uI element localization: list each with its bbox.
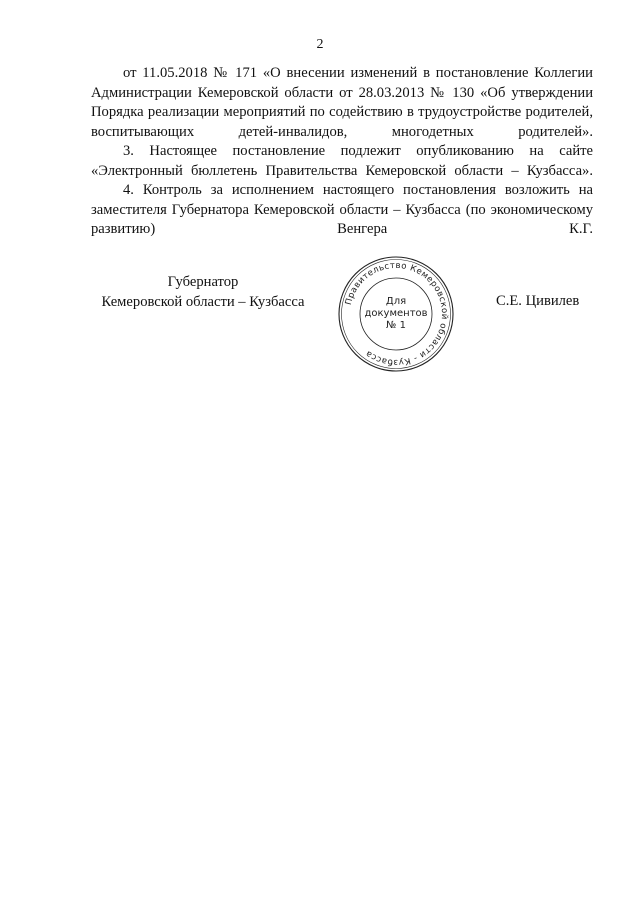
signatory-name: С.Е. Цивилев — [496, 293, 580, 309]
seal-center-line1: Для — [385, 296, 407, 307]
paragraph-publication: 3. Настоящее постановление подлежит опубликованию на сайте «Электронный бюллетень Правительства Кемеровской области – Кузбасса». — [91, 143, 593, 179]
signatory-position-line2: Кемеровской области – Кузбасса — [101, 293, 305, 310]
signatory-position-line1: Губернатор — [167, 274, 239, 290]
seal-ring-text: Правительство Кемеровской области - Кузбасса — [343, 260, 450, 368]
paragraph-continuation: от 11.05.2018 № 171 «О внесении изменений в постановление Коллегии Администрации Кемеровской области от 28.03.2013 № 130 «Об утверждении Порядка реализации мероприятий по содействию в трудоустройстве родителей, воспитывающих детей-инвалидов, многодетных родителей». — [91, 65, 593, 140]
signatory-position — [88, 273, 318, 312]
page-number: 2 — [316, 37, 324, 52]
document-body — [91, 64, 593, 240]
seal-center-line3: № 1 — [386, 320, 406, 331]
seal-center-line2: документов — [364, 308, 428, 319]
signature-block — [0, 270, 640, 390]
official-seal-stamp — [336, 254, 456, 374]
paragraph-control: 4. Контроль за исполнением настоящего постановления возложить на заместителя Губернатора Кемеровской области – Кузбасса (по экономическому развитию) Венгера К.Г. — [91, 182, 593, 237]
